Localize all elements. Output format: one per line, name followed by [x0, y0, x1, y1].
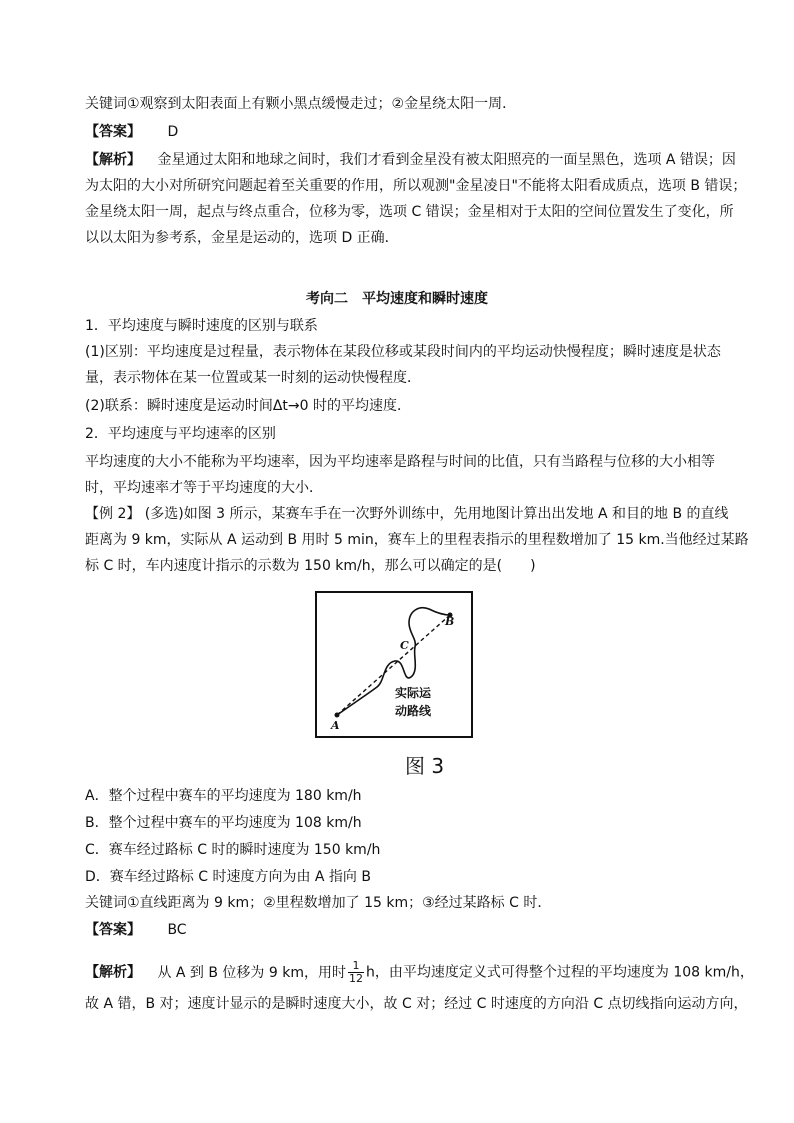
analysis-line: 金星绕太阳一周，起点与终点重合，位移为零，选项 C 错误；金星相对于太阳的空间位置发生了变化，所: [85, 204, 734, 220]
analysis-line-3: 故 A 错，B 对；速度计显示的是瞬时速度大小，故 C 对；经过 C 时速度的方向沿 C 点切线指向运动方向，: [85, 996, 748, 1012]
analysis-line-2: [85, 960, 754, 985]
answer-line-2: [85, 920, 187, 940]
answer-value: D: [167, 124, 179, 140]
route-label-line-2: 动路线: [395, 704, 432, 718]
option-d: D．赛车经过路标 C 时速度方向为由 A 指向 B: [85, 869, 371, 885]
answer-label: 【答案】: [85, 922, 141, 938]
figure-3: [315, 591, 473, 738]
option-a: A．整个过程中赛车的平均速度为 180 km/h: [85, 788, 362, 804]
point-1-a-line: 量，表示物体在某一位置或某一时刻的运动快慢程度．: [85, 370, 421, 386]
point-1-a-line: (1)区别：平均速度是过程量，表示物体在某段位移或某段时间内的平均运动快慢程度；瞬时速度是状态: [85, 344, 721, 360]
analysis-text-2: h，由平均速度定义式可得整个过程的平均速度为 108 km/h，: [366, 964, 754, 981]
answer-line-1: [85, 122, 178, 142]
point-a-marker: [335, 713, 340, 718]
analysis-text: 金星通过太阳和地球之间时，我们才看到金星没有被太阳照亮的一面呈黑色，选项 A 错误；因: [157, 152, 736, 168]
example-line: 标 C 时，车内速度计指示的示数为 150 km/h，那么可以确定的是( ): [85, 558, 536, 574]
analysis-line: 为太阳的大小对所研究问题起着至关重要的作用，所以观测"金星凌日"不能将太阳看成质点，选项 B 错误；: [85, 178, 747, 194]
actual-route-path: [337, 608, 450, 715]
fraction-one-twelfth: $\frac{1}{12}$: [349, 959, 363, 985]
figure-caption: 图 3: [405, 754, 445, 778]
point-2-line: 平均速度的大小不能称为平均速率，因为平均速率是路程与时间的比值，只有当路程与位移的大小相等: [85, 454, 715, 470]
point-2-title: 2．平均速度与平均速率的区别: [85, 426, 276, 442]
analysis-text-1: 从 A 到 B 位移为 9 km，用时: [157, 964, 346, 981]
label-a: A: [331, 719, 340, 732]
route-diagram: [317, 593, 471, 736]
label-c: C: [400, 639, 409, 652]
analysis-line: 以以太阳为参考系，金星是运动的，选项 D 正确．: [85, 230, 399, 246]
point-1-title: 1．平均速度与瞬时速度的区别与联系: [85, 318, 318, 334]
analysis-line: [85, 150, 736, 170]
answer-value: BC: [167, 922, 187, 938]
analysis-label: 【解析】: [85, 152, 141, 168]
point-1-b: (2)联系：瞬时速度是运动时间Δt→0 时的平均速度．: [85, 398, 411, 414]
section-heading: 考向二 平均速度和瞬时速度: [306, 291, 488, 307]
option-b: B．整个过程中赛车的平均速度为 108 km/h: [85, 815, 362, 831]
example-line: 【例 2】 (多选)如图 3 所示，某赛车手在一次野外训练中，先用地图计算出出发地 A 和目的地 B 的直线: [85, 506, 729, 522]
point-2-line: 时，平均速率才等于平均速度的大小．: [85, 480, 323, 496]
straight-line-ab: [337, 615, 450, 715]
analysis-label: 【解析】: [85, 964, 141, 981]
keywords-line-1: 关键词①观察到太阳表面上有颗小黑点缓慢走过；②金星绕太阳一周．: [85, 96, 517, 112]
route-label-line-1: 实际运: [395, 686, 432, 700]
option-c: C．赛车经过路标 C 时的瞬时速度为 150 km/h: [85, 842, 381, 858]
keywords-line-2: 关键词①直线距离为 9 km；②里程数增加了 15 km；③经过某路标 C 时．: [85, 895, 552, 911]
example-line: 距离为 9 km，实际从 A 运动到 B 用时 5 min，赛车上的里程表指示的里程数增加了 15 km.当他经过某路: [85, 532, 749, 548]
answer-label: 【答案】: [85, 124, 141, 140]
label-b: B: [445, 615, 455, 628]
